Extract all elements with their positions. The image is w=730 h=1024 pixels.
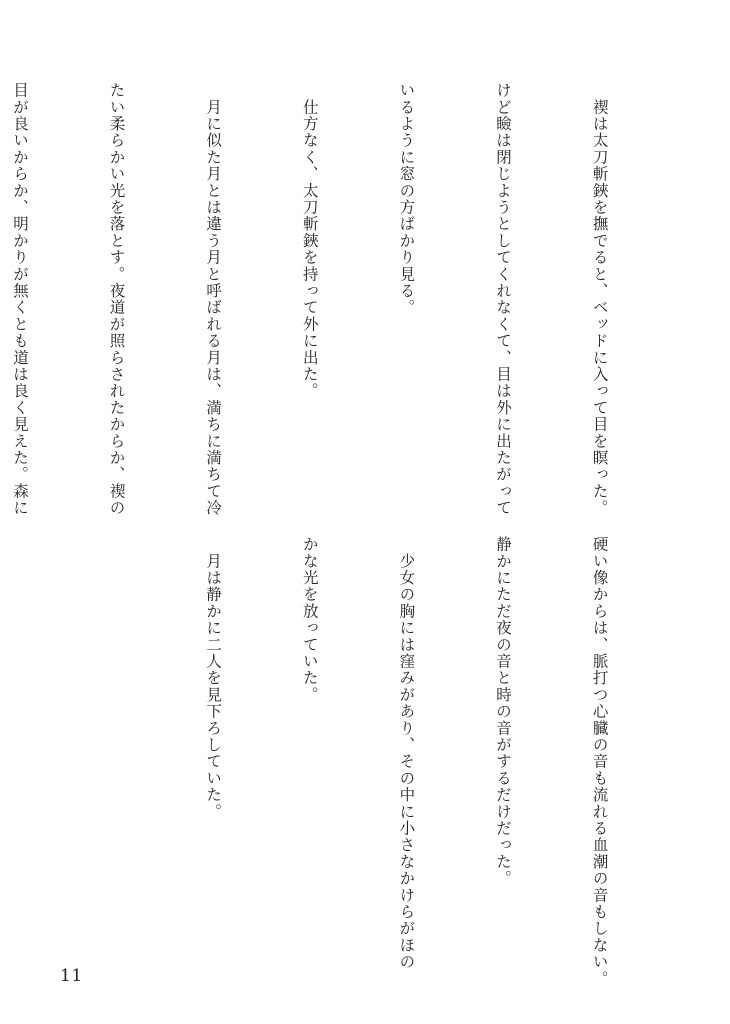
text-block-bottom: [133, 536, 680, 987]
text-line: 禊は太刀斬鋏を撫でると、ベッドに入って目を瞑った。: [590, 82, 609, 517]
text-line: 硬い像からは、脈打つ心臓の音も流れる血潮の音もしない。: [590, 536, 609, 987]
text-line: けど瞼は閉じようとしてくれなくて、目は外に出たがって: [493, 82, 512, 517]
text-line: 月は静かに二人を見下ろしていた。: [204, 536, 223, 820]
page-number: 11: [60, 966, 83, 986]
text-line: かな光を放っていた。: [300, 536, 319, 703]
text-line: 目が良いからか、明かりが無くとも道は良く見えた。森に: [10, 82, 29, 517]
text-line: 仕方なく、太刀斬鋏を持って外に出た。: [300, 82, 319, 400]
text-line: たい柔らかい光を落とす。夜道が照らされたからか、禊の: [107, 82, 126, 517]
text-line: 少女の胸には窪みがあり、その中に小さなかけらがほの: [397, 536, 416, 971]
text-line: いるように窓の方ばかり見る。: [397, 82, 416, 316]
text-block-top: [0, 82, 680, 517]
text-line: 静かにただ夜の音と時の音がするだけだった。: [493, 536, 512, 887]
text-line: 月に似た月とは違う月と呼ばれる月は、満ちに満ちて冷: [204, 82, 223, 517]
